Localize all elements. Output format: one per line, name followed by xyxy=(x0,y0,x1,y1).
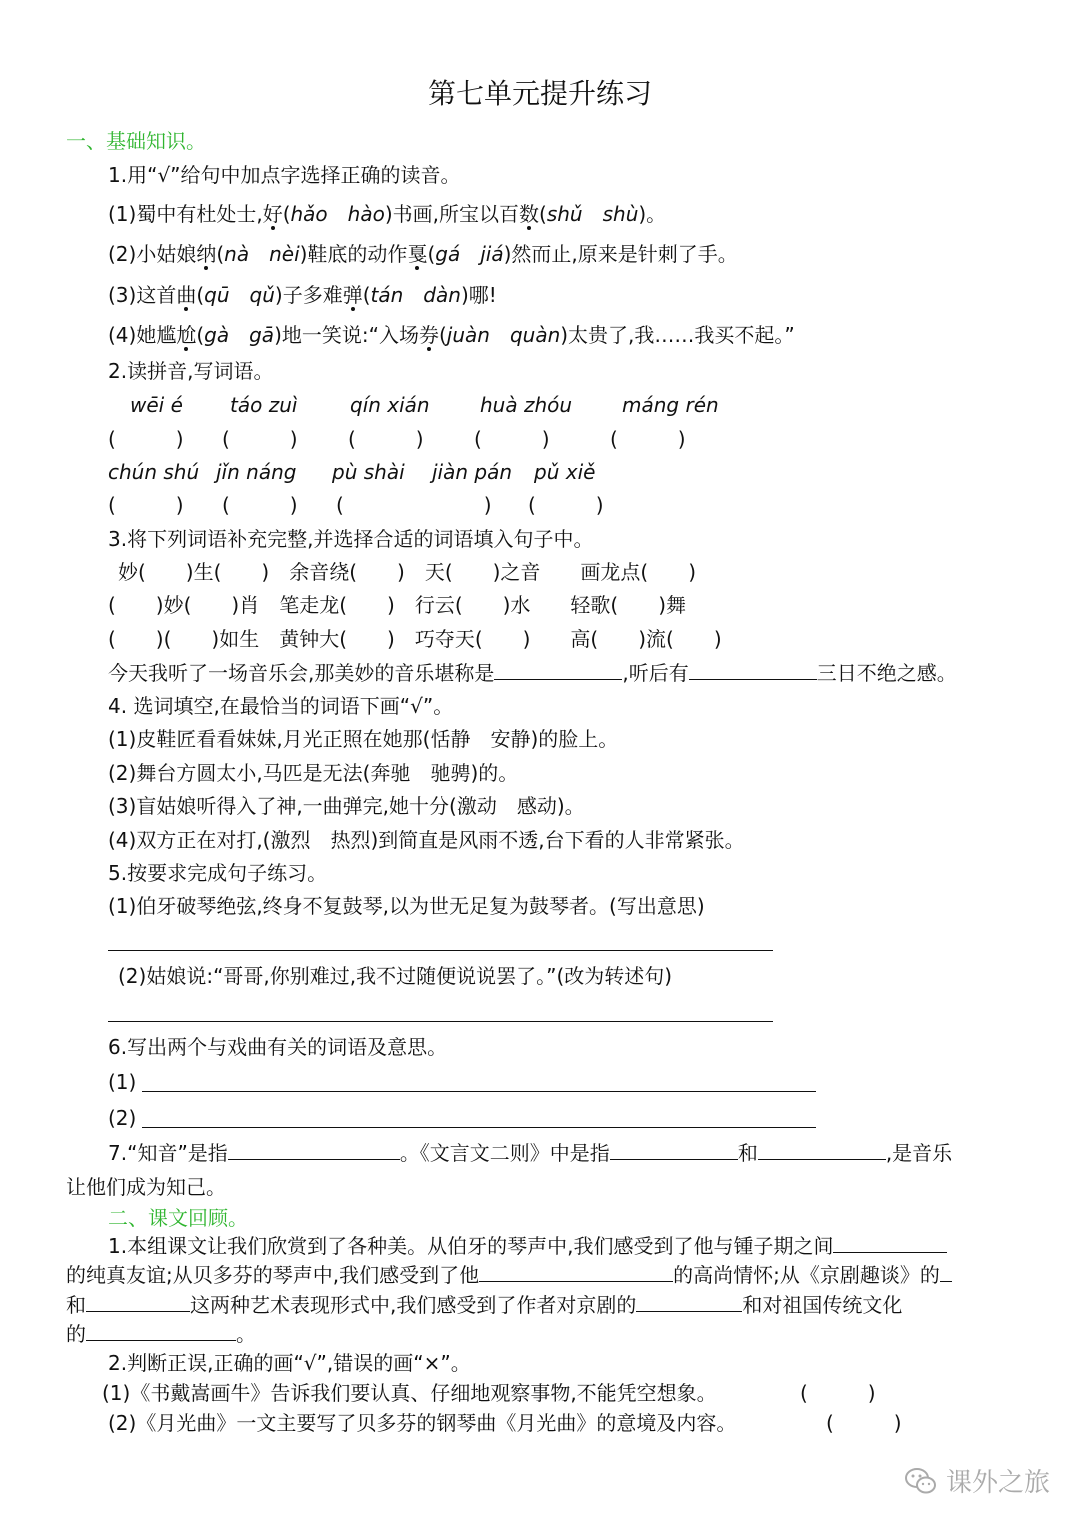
answer-blank[interactable]: ( ) xyxy=(108,493,184,517)
q2-answer-row-1 xyxy=(0,424,1080,454)
q1-prompt: 1.用“√”给句中加点字选择正确的读音。 xyxy=(108,163,461,187)
answer-line[interactable] xyxy=(142,1127,816,1128)
answer-blank[interactable]: ( ) xyxy=(528,493,604,517)
fill-blank[interactable] xyxy=(610,1137,738,1160)
q6-item-1: (1) xyxy=(108,1070,137,1094)
pinyin: táo zuì xyxy=(230,393,298,417)
q6-prompt: 6.写出两个与戏曲有关的词语及意思。 xyxy=(108,1035,448,1059)
answer-blank-wide[interactable]: ( ) xyxy=(336,493,492,517)
pinyin: huà zhóu xyxy=(480,393,573,417)
fill-blank[interactable] xyxy=(758,1137,886,1160)
fill-blank[interactable] xyxy=(228,1137,400,1160)
q4-sentence-3: (3)盲姑娘听得入了神,一曲弹完,她十分(激动 感动)。 xyxy=(108,794,585,818)
watermark xyxy=(904,1462,1050,1499)
pinyin: qín xián xyxy=(350,393,430,417)
pinyin: jiàn pán xyxy=(432,460,513,484)
q5-sentence-1: (1)伯牙破琴绝弦,终身不复鼓琴,以为世无足复为鼓琴者。(写出意思) xyxy=(108,894,705,918)
fill-blank[interactable] xyxy=(479,1259,673,1282)
r2-statement-1: (1)《书戴嵩画牛》告诉我们要认真、仔细地观察事物,不能凭空想象。 xyxy=(102,1381,717,1405)
fill-blank[interactable] xyxy=(636,1289,742,1312)
q4-sentence-1: (1)皮鞋匠看看妹妹,月光正照在她那(恬静 安静)的脸上。 xyxy=(108,727,619,751)
q3-line-1: 妙( )生( ) 余音绕( ) 天( )之音 画龙点( ) xyxy=(118,560,697,584)
q2-prompt: 2.读拼音,写词语。 xyxy=(108,359,274,383)
pinyin: chún shú xyxy=(108,460,200,484)
answer-line[interactable] xyxy=(108,950,773,951)
answer-blank[interactable]: ( ) xyxy=(348,427,424,451)
q7-line-2: 让他们成为知己。 xyxy=(66,1175,226,1199)
q1-sentence-4: (4)她尴尬(gà gā)地一笑说:“入场券(juàn quàn)太贵了,我……我买不起。” xyxy=(108,323,795,347)
q4-prompt: 4. 选词填空,在最恰当的词语下画“√”。 xyxy=(108,694,454,718)
r2-prompt: 2.判断正误,正确的画“√”,错误的画“×”。 xyxy=(108,1351,471,1375)
pinyin: wēi é xyxy=(130,393,183,417)
answer-line[interactable] xyxy=(142,1091,816,1092)
pinyin: pǔ xiě xyxy=(534,460,596,484)
section-1-heading: 一、基础知识。 xyxy=(66,129,206,153)
q7-line-1: 7.“知音”是指 。《文言文二则》中是指 和 ,是音乐 xyxy=(108,1137,952,1168)
q4-sentence-2: (2)舞台方圆太小,马匹是无法(奔驰 驰骋)的。 xyxy=(108,761,519,785)
judge-blank[interactable]: ( ) xyxy=(826,1411,902,1435)
q5-sentence-2: (2)姑娘说:“哥哥,你别难过,我不过随便说说罢了。”(改为转述句) xyxy=(118,964,673,988)
q6-item-2: (2) xyxy=(108,1106,137,1130)
fill-blank[interactable] xyxy=(86,1289,190,1312)
page-title: 第七单元提升练习 xyxy=(427,77,652,110)
q3-prompt: 3.将下列词语补充完整,并选择合适的词语填入句子中。 xyxy=(108,527,594,551)
answer-blank[interactable]: ( ) xyxy=(222,427,298,451)
q3-line-2: ( )妙( )肖 笔走龙( ) 行云( )水 轻歌( )舞 xyxy=(108,593,687,617)
wechat-icon xyxy=(904,1466,938,1496)
q3-line-3: ( )( )如生 黄钟大( ) 巧夺天( ) 高( )流( ) xyxy=(108,627,722,651)
section-2-heading: 二、课文回顾。 xyxy=(108,1206,248,1230)
fill-blank[interactable] xyxy=(689,657,817,680)
q1-sentence-2: (2)小姑娘纳(nà nèi)鞋底的动作戛(gá jiá)然而止,原来是针刺了手。 xyxy=(108,242,738,266)
pinyin: jǐn náng xyxy=(216,460,297,484)
q5-prompt: 5.按要求完成句子练习。 xyxy=(108,861,328,885)
answer-blank[interactable]: ( ) xyxy=(474,427,550,451)
q4-sentence-4: (4)双方正在对打,(激烈 热烈)到简直是风雨不透,台下看的人非常紧张。 xyxy=(108,828,745,852)
answer-line[interactable] xyxy=(108,1021,773,1022)
pinyin: máng rén xyxy=(622,393,719,417)
fill-blank[interactable] xyxy=(833,1230,947,1253)
r1-line-3: 和 这两种艺术表现形式中,我们感受到了作者对京剧的 和对祖国传统文化 xyxy=(66,1289,902,1320)
fill-blank[interactable] xyxy=(940,1259,952,1282)
q1-sentence-3: (3)这首曲(qū qǔ)子多难弹(tán dàn)哪! xyxy=(108,283,497,307)
q1-sentence-1: (1)蜀中有杜处士,好(hǎo hào)书画,所宝以百数(shǔ shù)。 xyxy=(108,202,667,226)
fill-blank[interactable] xyxy=(86,1318,236,1341)
q2-answer-row-2 xyxy=(0,490,1080,520)
fill-blank[interactable] xyxy=(494,657,622,680)
q2-pinyin-row-2 xyxy=(0,457,1080,487)
watermark-text: 课外之旅 xyxy=(945,1468,1050,1498)
pinyin: pù shài xyxy=(332,460,405,484)
r2-statement-2: (2)《月光曲》一文主要写了贝多芬的钢琴曲《月光曲》的意境及内容。 xyxy=(108,1411,737,1435)
r1-line-2: 的纯真友谊;从贝多芬的琴声中,我们感受到了他 的高尚情怀;从《京剧趣谈》的 xyxy=(66,1259,952,1290)
answer-blank[interactable]: ( ) xyxy=(108,427,184,451)
q2-pinyin-row-1 xyxy=(0,390,1080,420)
r1-line-4: 的 。 xyxy=(66,1318,256,1349)
r1-line-1: 1.本组课文让我们欣赏到了各种美。从伯牙的琴声中,我们感受到了他与锺子期之间 xyxy=(108,1230,947,1261)
answer-blank[interactable]: ( ) xyxy=(222,493,298,517)
answer-blank[interactable]: ( ) xyxy=(610,427,686,451)
judge-blank[interactable]: ( ) xyxy=(800,1381,876,1405)
q3-sentence: 今天我听了一场音乐会,那美妙的音乐堪称是 ,听后有 三日不绝之感。 xyxy=(108,657,957,688)
